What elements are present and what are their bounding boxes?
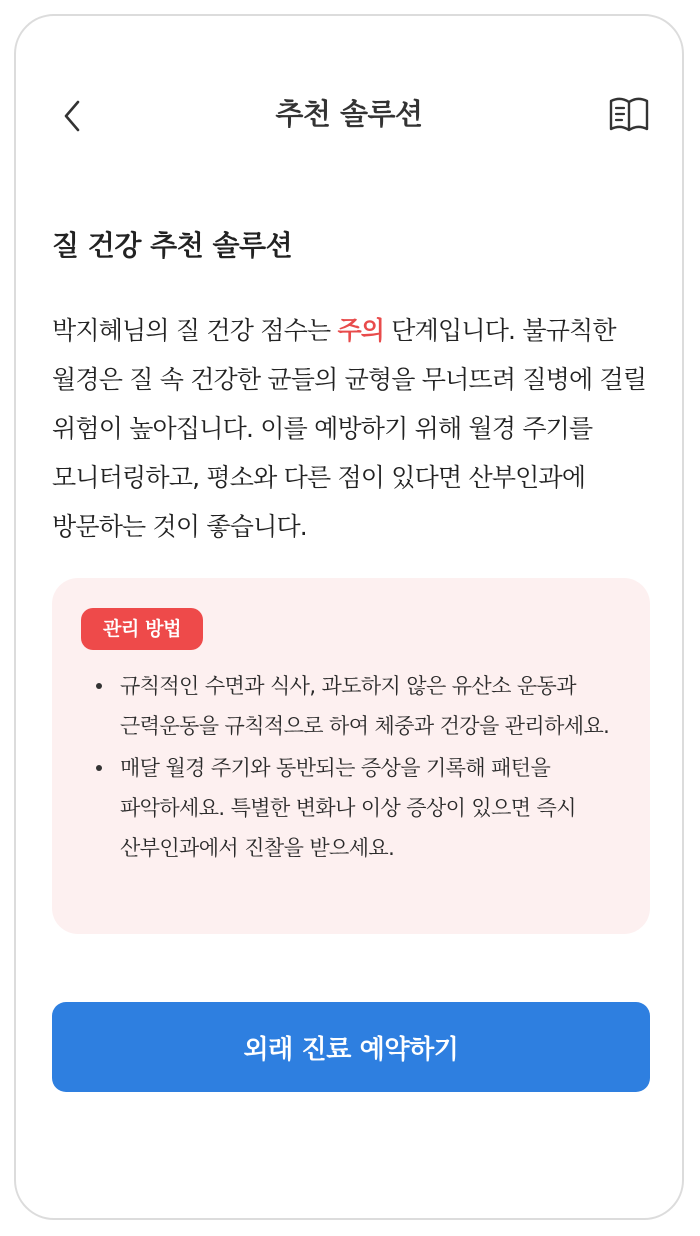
page-title: 추천 솔루션 xyxy=(275,97,423,131)
book-icon xyxy=(608,96,650,134)
guide-button[interactable] xyxy=(606,92,652,138)
care-method-badge: 관리 방법 xyxy=(81,608,203,650)
care-tips-list xyxy=(92,666,622,868)
care-tip xyxy=(92,748,622,868)
section-title: 질 건강 추천 솔루션 xyxy=(52,229,293,262)
status-highlight: 주의 xyxy=(337,316,385,345)
description-rest: 단계입니다. 불규칙한 월경은 질 속 건강한 균들의 균형을 무너뜨려 질병에 걸릴 위험이 높아집니다. 이를 예방하기 위해 월경 주기를 모니터링하고, 평소와 다른 점이 있다면 산부인과에 방문하는 것이 좋습니다. xyxy=(52,316,647,541)
bullet-icon xyxy=(96,765,102,771)
phone-frame xyxy=(14,14,684,1220)
book-appointment-button[interactable]: 외래 진료 예약하기 xyxy=(52,1002,650,1092)
health-description xyxy=(52,306,652,551)
care-tip-text: 매달 월경 주기와 동반되는 증상을 기록해 패턴을 파악하세요. 특별한 변화나 이상 증상이 있으면 즉시 산부인과에서 진찰을 받으세요. xyxy=(120,756,576,860)
care-tip xyxy=(92,666,622,746)
description-lead: 박지혜님의 질 건강 점수는 xyxy=(52,316,338,345)
care-method-card xyxy=(52,578,650,934)
bullet-icon xyxy=(96,683,102,689)
app-header xyxy=(16,78,682,148)
care-tip-text: 규칙적인 수면과 식사, 과도하지 않은 유산소 운동과 근력운동을 규칙적으로 하여 체중과 건강을 관리하세요. xyxy=(120,674,610,738)
